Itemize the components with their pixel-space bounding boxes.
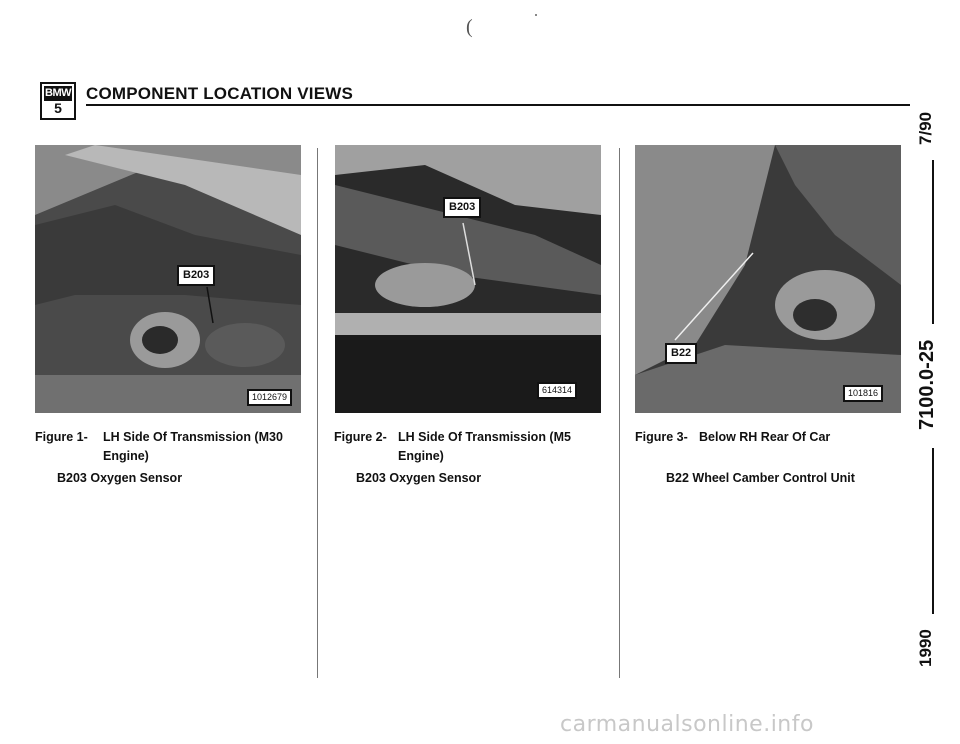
figure-2-photo <box>335 145 601 413</box>
figure-3-legend: B22 Wheel Camber Control Unit <box>666 471 855 485</box>
side-rule-upper <box>932 160 934 324</box>
figure-1-legend: B203 Oxygen Sensor <box>57 471 183 485</box>
logo-series-text: 5 <box>54 100 62 116</box>
side-rule-lower <box>932 448 934 614</box>
figure-2-caption-line2: Engine) <box>398 449 444 463</box>
figure-1-illustration <box>35 145 301 413</box>
stray-scan-mark: ( <box>466 16 473 38</box>
page-header <box>40 82 910 132</box>
figure-2-illustration <box>335 145 601 413</box>
figure-3-callout-label: B22 <box>665 343 697 364</box>
figure-2-legend: B203 Oxygen Sensor <box>356 471 482 485</box>
section-page-code: 7100.0-25 <box>916 339 938 431</box>
column-divider-2 <box>619 148 620 678</box>
figure-3-photo-id: 101816 <box>843 385 883 402</box>
title-underline <box>86 104 910 106</box>
revision-date: 7/90 <box>916 111 935 145</box>
figure-2-caption-line1: LH Side Of Transmission (M5 <box>398 430 571 444</box>
site-watermark: carmanualsonline.info <box>560 712 814 737</box>
page-title: COMPONENT LOCATION VIEWS <box>86 84 354 103</box>
figure-3-photo <box>635 145 901 413</box>
side-margin-info <box>916 98 950 678</box>
logo-brand-text: BMW <box>45 87 71 99</box>
figure-1-number: Figure 1- <box>35 430 88 444</box>
figure-1-photo-id: 1012679 <box>247 389 292 406</box>
figure-2-callout-label: B203 <box>443 197 481 218</box>
figure-3-illustration <box>635 145 901 413</box>
figure-3-caption-line1: Below RH Rear Of Car <box>699 430 831 444</box>
model-year: 1990 <box>916 629 935 667</box>
figure-1-caption-line1: LH Side Of Transmission (M30 <box>103 430 283 444</box>
bmw-5-series-logo <box>40 82 76 120</box>
figure-1-callout-label: B203 <box>177 265 215 286</box>
figure-1-photo <box>35 145 301 413</box>
figure-2-number: Figure 2- <box>334 430 387 444</box>
figure-2-photo-id: 614314 <box>537 382 577 399</box>
column-divider-1 <box>317 148 318 678</box>
figure-1-caption-line2: Engine) <box>103 449 149 463</box>
stray-scan-dot <box>535 14 537 16</box>
figure-3-number: Figure 3- <box>635 430 688 444</box>
